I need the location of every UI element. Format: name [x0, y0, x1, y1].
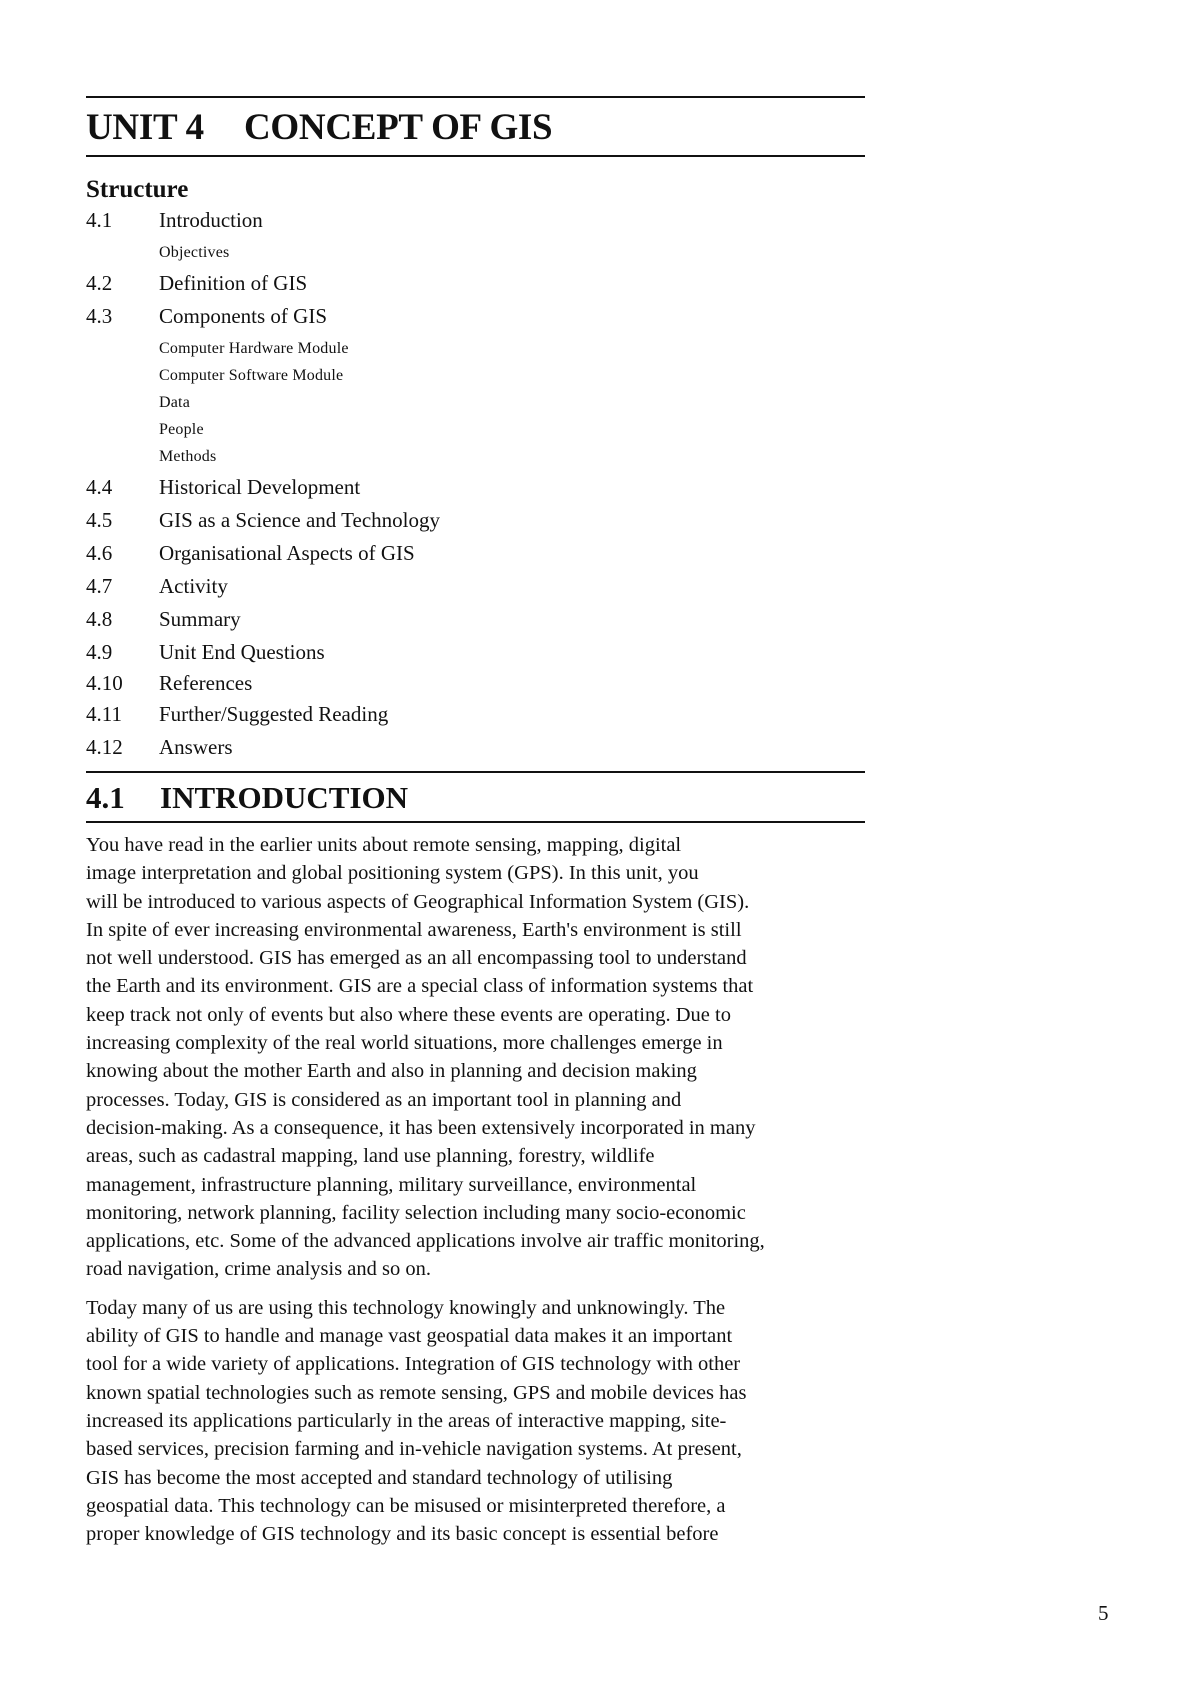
toc-entry-label: Components of GIS — [159, 304, 327, 328]
toc-entry-number: 4.4 — [86, 475, 113, 499]
unit-number: UNIT 4 — [86, 107, 204, 148]
section-top-rule — [86, 771, 865, 773]
paragraph-line: knowing about the mother Earth and also in planning and decision making — [86, 1060, 697, 1083]
section-number: 4.1 — [86, 780, 125, 815]
page-content — [86, 96, 865, 1548]
paragraph-line: ability of GIS to handle and manage vast geospatial data makes it an important — [86, 1325, 733, 1348]
body-text — [86, 831, 865, 1548]
toc-entry-number: 4.11 — [86, 702, 122, 726]
paragraph-line: areas, such as cadastral mapping, land use planning, forestry, wildlife — [86, 1145, 655, 1168]
toc-subentry: Computer Hardware Module — [159, 340, 349, 357]
paragraph-line: geospatial data. This technology can be misused or misinterpreted therefore, a — [86, 1494, 726, 1517]
toc-subentry: Computer Software Module — [159, 367, 344, 384]
toc-entry-label: Organisational Aspects of GIS — [159, 541, 415, 565]
section-bottom-rule — [86, 821, 865, 823]
paragraph-line: image interpretation and global positioning system (GPS). In this unit, you — [86, 862, 699, 885]
paragraph — [86, 1294, 865, 1549]
paragraph-line: increased its applications particularly in the areas of interactive mapping, site- — [86, 1409, 727, 1432]
paragraph-line: monitoring, network planning, facility selection including many socio-economic — [86, 1201, 746, 1224]
toc-entry-number: 4.12 — [86, 735, 123, 759]
toc-entry-number: 4.10 — [86, 671, 123, 695]
paragraph-line: processes. Today, GIS is considered as an important tool in planning and — [86, 1088, 682, 1111]
toc-entry-label: Summary — [159, 607, 241, 631]
toc-entry-number: 4.1 — [86, 208, 113, 232]
toc-entry-label: Historical Development — [159, 475, 361, 499]
toc-subentry: Objectives — [159, 244, 230, 261]
toc-entry-label: References — [159, 671, 253, 695]
toc-entry — [86, 543, 865, 564]
toc-entry-number: 4.8 — [86, 607, 113, 631]
paragraph-line: decision-making. As a consequence, it has been extensively incorporated in many — [86, 1116, 756, 1139]
toc-entry-label: Unit End Questions — [159, 640, 325, 664]
paragraph-line: keep track not only of events but also where these events are operating. Due to — [86, 1003, 731, 1026]
toc-entry-number: 4.6 — [86, 541, 113, 565]
paragraph-line: tool for a wide variety of applications. Integration of GIS technology with other — [86, 1353, 741, 1376]
paragraph — [86, 831, 865, 1284]
paragraph-line: will be introduced to various aspects of Geographical Information System (GIS). — [86, 890, 750, 913]
toc-entry — [86, 737, 865, 758]
toc-entry — [86, 273, 865, 294]
toc-subentry: Methods — [159, 448, 217, 465]
paragraph-line: the Earth and its environment. GIS are a special class of information systems that — [86, 975, 754, 998]
section-title — [86, 782, 865, 813]
paragraph-line: management, infrastructure planning, military surveillance, environmental — [86, 1173, 697, 1196]
toc-entry — [86, 306, 865, 327]
structure-heading: Structure — [86, 176, 189, 203]
table-of-contents — [86, 210, 865, 758]
toc-entry-label: Further/Suggested Reading — [159, 702, 389, 726]
toc-entry — [86, 210, 865, 231]
paragraph-line: known spatial technologies such as remote sensing, GPS and mobile devices has — [86, 1381, 747, 1404]
toc-entry-number: 4.2 — [86, 271, 113, 295]
toc-entry-label: GIS as a Science and Technology — [159, 508, 440, 532]
unit-title — [86, 109, 865, 146]
toc-entry-label: Answers — [159, 735, 233, 759]
toc-entry-label: Definition of GIS — [159, 271, 308, 295]
paragraph-line: based services, precision farming and in-vehicle navigation systems. At present, — [86, 1438, 742, 1461]
paragraph-line: not well understood. GIS has emerged as an all encompassing tool to understand — [86, 947, 747, 970]
paragraph-line: applications, etc. Some of the advanced applications involve air traffic monitoring, — [86, 1230, 765, 1253]
unit-title-text: CONCEPT OF GIS — [244, 107, 553, 148]
toc-entry — [86, 642, 865, 663]
toc-entry — [86, 510, 865, 531]
toc-entry-label: Introduction — [159, 208, 263, 232]
paragraph-line: In spite of ever increasing environmental awareness, Earth's environment is still — [86, 918, 742, 941]
paragraph-line: Today many of us are using this technology knowingly and unknowingly. The — [86, 1296, 726, 1319]
toc-entry-number: 4.3 — [86, 304, 113, 328]
toc-entry — [86, 609, 865, 630]
paragraph-line: GIS has become the most accepted and standard technology of utilising — [86, 1466, 673, 1489]
paragraph-line: increasing complexity of the real world situations, more challenges emerge in — [86, 1032, 723, 1055]
toc-subentry: Data — [159, 394, 191, 411]
paragraph-line: road navigation, crime analysis and so on. — [86, 1258, 431, 1281]
toc-entry-label: Activity — [159, 574, 228, 598]
toc-entry-number: 4.5 — [86, 508, 113, 532]
toc-entry — [86, 704, 865, 725]
toc-entry — [86, 477, 865, 498]
toc-entry — [86, 673, 865, 694]
paragraph-line: proper knowledge of GIS technology and its basic concept is essential before — [86, 1523, 719, 1546]
page-number: 5 — [1098, 1601, 1109, 1625]
toc-entry-number: 4.9 — [86, 640, 113, 664]
paragraph-line: You have read in the earlier units about remote sensing, mapping, digital — [86, 834, 682, 856]
section-title-text: INTRODUCTION — [160, 780, 409, 815]
toc-entry-number: 4.7 — [86, 574, 113, 598]
top-rule — [86, 96, 865, 98]
toc-entry — [86, 576, 865, 597]
toc-subentry: People — [159, 421, 204, 438]
title-underline-rule — [86, 155, 865, 157]
